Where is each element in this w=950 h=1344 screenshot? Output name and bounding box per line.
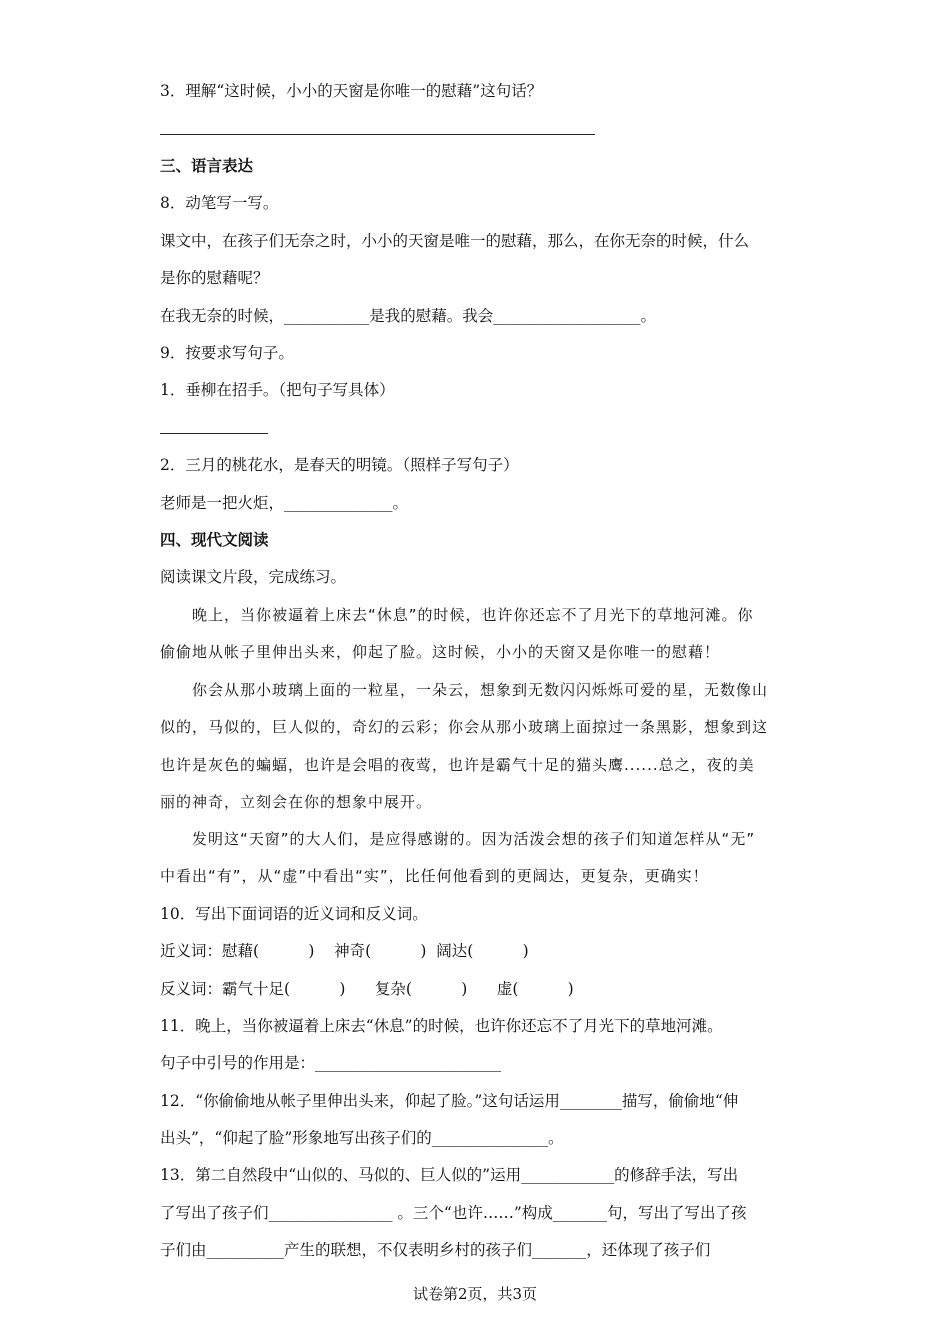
- question-9-2: 2．三月的桃花水，是春天的明镜。（照样子写句子）: [160, 456, 519, 474]
- passage-line: 中看出“有”，从“虚”中看出“实”，比任何他看到的更阔达，更复杂，更确实！: [160, 867, 709, 885]
- question-9: 9．按要求写句子。: [160, 344, 294, 362]
- question-8-text: 是你的慰藉呢？: [160, 269, 269, 287]
- answer-line: [160, 433, 268, 434]
- passage-line: 你会从那小玻璃上面的一粒星，一朵云，想象到无数闪闪烁烁可爱的星，无数像山: [192, 681, 769, 699]
- page-footer: 试卷第2页，共3页: [412, 1285, 538, 1303]
- question-10: 10．写出下面词语的近义词和反义词。: [160, 905, 428, 923]
- question-8-text: 课文中，在孩子们无奈之时，小小的天窗是唯一的慰藉，那么，在你无奈的时候，什么: [160, 232, 750, 250]
- question-13-cont: 了写出了孩子们________________ 。三个“也许……”构成_______句，写出了写出了孩: [160, 1204, 747, 1222]
- synonyms-row: 近义词：慰藉( ) 神奇( ) 阔达( ): [160, 942, 529, 960]
- question-3: 3．理解“这时候，小小的天窗是你唯一的慰藉”这句话？: [160, 82, 543, 100]
- question-11-fill: 句子中引号的作用是：________________________: [160, 1054, 502, 1072]
- question-13-cont: 子们由__________产生的联想，不仅表明乡村的孩子们_______，还体现了孩子们: [160, 1241, 711, 1259]
- antonyms-row: 反义词：霸气十足( ) 复杂( ) 虚( ): [160, 980, 574, 998]
- passage-line: 似的，马似的，巨人似的，奇幻的云彩；你会从那小玻璃上面掠过一条黑影，想象到这: [160, 718, 769, 736]
- question-9-2-fill: 老师是一把火炬，______________。: [160, 494, 409, 512]
- question-8-fill: 在我无奈的时候，___________是我的慰藉。我会___________________。: [160, 307, 657, 325]
- question-8: 8．动笔写一写。: [160, 194, 279, 212]
- question-9-1: 1．垂柳在招手。（把句子写具体）: [160, 381, 395, 399]
- section-heading-reading: 四、现代文阅读: [160, 530, 269, 549]
- question-12: 12．“你偷偷地从帐子里伸出头来，仰起了脸。”这句话运用________描写，偷偷地“伸: [160, 1092, 739, 1110]
- passage-line: 晚上，当你被逼着上床去“休息”的时候，也许你还忘不了月光下的草地河滩。你: [192, 606, 754, 624]
- question-13: 13．第二自然段中“山似的、马似的、巨人似的”运用____________的修辞手法，写出: [160, 1166, 739, 1184]
- reading-instruction: 阅读课文片段，完成练习。: [160, 568, 347, 586]
- passage-line: 发明这“天窗”的大人们，是应得感谢的。因为活泼会想的孩子们知道怎样从“无”: [192, 830, 756, 848]
- passage-line: 丽的神奇，立刻会在你的想象中展开。: [160, 793, 433, 811]
- question-11: 11．晚上，当你被逼着上床去“休息”的时候，也许你还忘不了月光下的草地河滩。: [160, 1017, 723, 1035]
- passage-line: 偷偷地从帐子里伸出头来，仰起了脸。这时候，小小的天窗又是你唯一的慰藉！: [160, 643, 721, 661]
- answer-line: [160, 134, 595, 135]
- passage-line: 也许是灰色的蝙蝠，也许是会唱的夜莺，也许是霸气十足的猫头鹰......总之，夜的美: [160, 756, 755, 774]
- section-heading-language: 三、语言表达: [160, 156, 254, 175]
- question-12-cont: 出头”，“仰起了脸”形象地写出孩子们的_______________。: [160, 1129, 564, 1147]
